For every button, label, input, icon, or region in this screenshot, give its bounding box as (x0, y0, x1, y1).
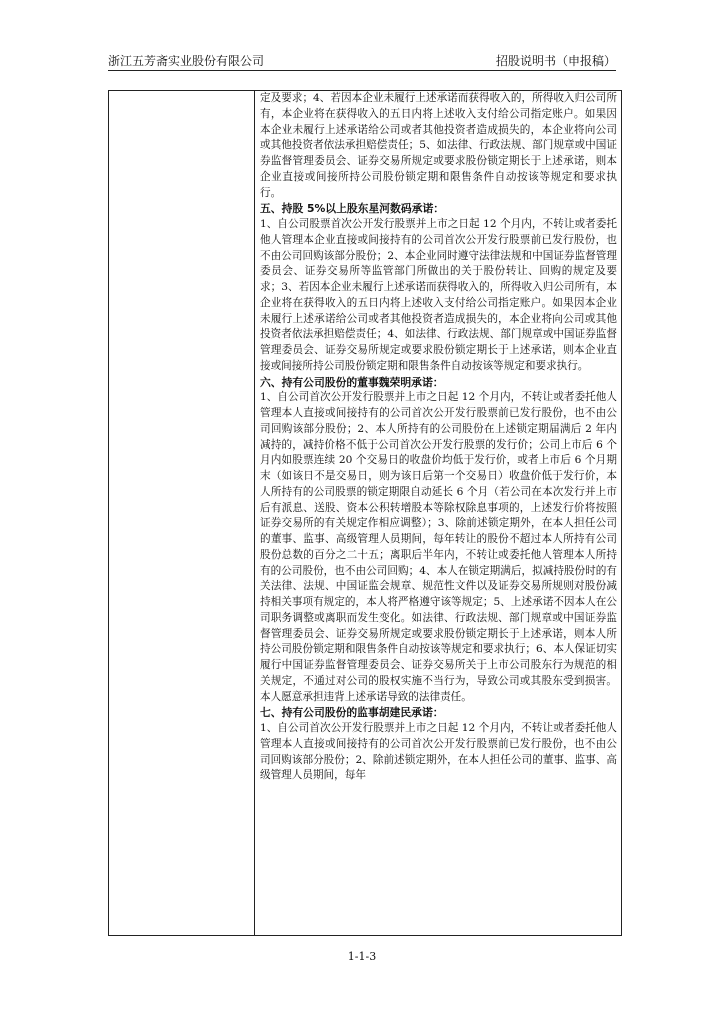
section-7-text: 1、自公司首次公开发行股票并上市之日起 12 个月内，不转让或者委托他人管理本人直接或间接持有的公司首次公开发行股票前已发行股份，也不由公司回购该部分股份；2、除前述锁定期外，在本人担任公司的董事、监事、高级管理人员期间，每年 (260, 722, 617, 782)
section-6-title: 六、持有公司股份的董事魏荣明承诺： (260, 375, 444, 389)
table-right-column (256, 91, 621, 935)
header-document-type: 招股说明书（申报稿） (495, 54, 616, 68)
header-company-name: 浙江五芳斋实业股份有限公司 (108, 54, 265, 68)
header-divider (108, 70, 616, 71)
commitment-table (108, 90, 622, 936)
page-header (108, 48, 616, 72)
page-number: 1-1-3 (347, 950, 377, 963)
section-5-text: 1、自公司股票首次公开发行股票并上市之日起 12 个月内，不转让或者委托他人管理本企业直接或间接持有的公司首次公开发行股票前已发行股份，也不由公司回购该部分股份；2、本企业同时遵守法律法规和中国证券监督管理委员会、证券交易所等监管部门所做出的关于股份转让、回购的规定及要求；3、若因本企业未履行上述承诺而获得收入的，所得收入归公司所有，本企业将在获得收入的五日内将上述收入支付给公司指定账户。如果因本企业未履行上述承诺给公司或者其他投资者造成损失的，本企业将向公司或其他投资者依法承担赔偿责任；4、如法律、行政法规、部门规章或中国证券监督管理委员会、证券交易所规定或要求股份锁定期长于上述承诺，则本企业直接或间接所持公司股份锁定期和限售条件自动按该等规定和要求执行。 (260, 218, 617, 372)
continued-commitment-text: 定及要求；4、若因本企业未履行上述承诺而获得收入的，所得收入归公司所有，本企业将在获得收入的五日内将上述收入支付给公司指定账户。如果因本企业未履行上述承诺给公司或者其他投资者造成损失的，本企业将向公司或其他投资者依法承担赔偿责任；5、如法律、行政法规、部门规章或中国证券监督管理委员会、证券交易所规定或要求股份锁定期长于上述承诺，则本企业直接或间接所持公司股份锁定期和限售条件自动按该等规定和要求执行。 (260, 92, 617, 199)
section-7-title: 七、持有公司股份的监事胡建民承诺： (260, 706, 444, 720)
table-left-column (109, 91, 255, 935)
section-6-text: 1、自公司首次公开发行股票并上市之日起 12 个月内，不转让或者委托他人管理本人直接或间接持有的公司首次公开发行股票前已发行股份，也不由公司回购该部分股份；2、本人所持有的公司股份在上述锁定期届满后 2 年内减持的，减持价格不低于公司首次公开发行股票的发行价；公司上市后 6 个月内如股票连续 20 个交易日的收盘价均低于发行价，或者上市后 6 个月期末（如该日不是交易日，则为该日后第一个交易日）收盘价低于发行价，本人所持有的公司股票的锁定期限自动延长 6 个月（若公司在本次发行并上市后有派息、送股、资本公积转增股本等除权除息事项的，上述发行价将按照证券交易所的有关规定作相应调整）；3、除前述锁定期外，在本人担任公司的董事、监事、高级管理人员期间，每年转让的股份不超过本人所持有公司股份总数的百分之二十五；离职后半年内，不转让或委托他人管理本人所持有的公司股份，也不由公司回购；4、本人在锁定期满后，拟减持股份时的有关法律、法规、中国证监会规章、规范性文件以及证券交易所规则对股份减持相关事项有规定的，本人将严格遵守该等规定；5、上述承诺不因本人在公司职务调整或离职而发生变化。如法律、行政法规、部门规章或中国证券监督管理委员会、证券交易所规定或要求股份锁定期长于上述承诺，则本人所持公司股份锁定期和限售条件自动按该等规定和要求执行；6、本人保证切实履行中国证券监督管理委员会、证券交易所关于上市公司股东行为规范的相关规定，不通过对公司的股权实施不当行为，导致公司或其股东受到损害。本人愿意承担违背上述承诺导致的法律责任。 (260, 391, 617, 703)
section-5-title: 五、持股 5%以上股东星河数码承诺： (260, 202, 445, 216)
